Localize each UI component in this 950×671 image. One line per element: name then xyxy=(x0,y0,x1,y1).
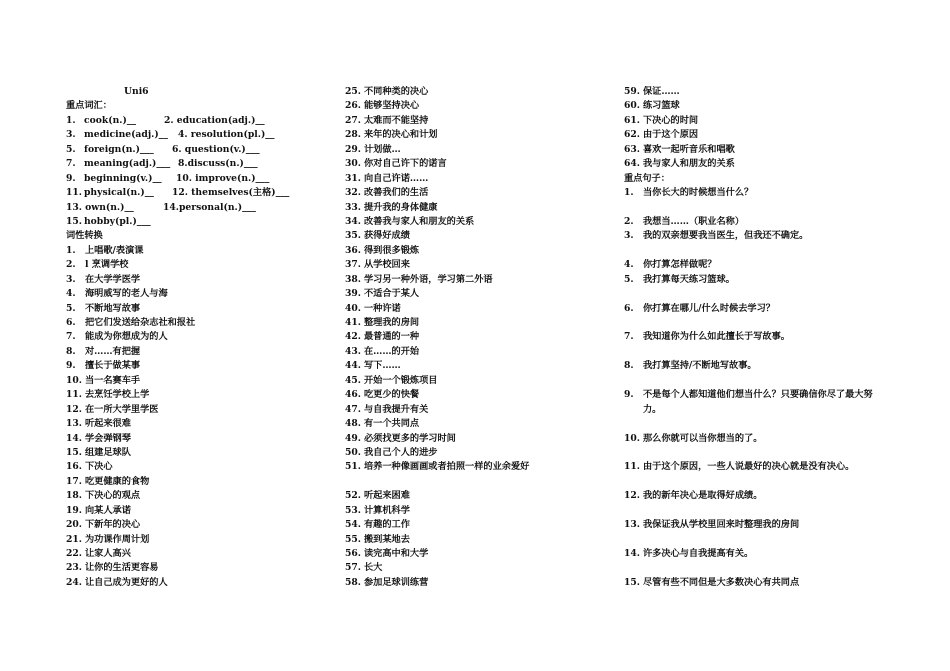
item-number: 55. xyxy=(345,533,361,545)
column-middle xyxy=(345,85,595,590)
item-number: 48. xyxy=(345,418,361,430)
phrase-item xyxy=(66,475,316,489)
sentence-item xyxy=(624,432,894,446)
phrase-item xyxy=(66,547,316,561)
item-number: 24. xyxy=(66,576,82,588)
item-text: 写下…… xyxy=(364,360,401,372)
phrase-item xyxy=(345,229,595,243)
item-text: 让家人高兴 xyxy=(85,548,131,559)
sentences-heading-text: 重点句子： xyxy=(624,172,670,184)
phrase-item xyxy=(345,302,595,316)
phrase-item xyxy=(624,143,894,157)
phrase-item xyxy=(345,143,595,157)
phrase-item xyxy=(66,359,316,373)
phrase-item xyxy=(345,316,595,330)
item-text: 我想当……（职业名称） xyxy=(643,215,745,227)
item-text: 得到很多锻炼 xyxy=(364,244,420,256)
vocab-word-b: 8.discuss(n.)___ xyxy=(178,158,258,170)
phrase-item xyxy=(66,518,316,532)
item-text: 读完高中和大学 xyxy=(364,548,429,559)
phrase-item xyxy=(66,403,316,417)
vocab-row xyxy=(66,215,316,229)
item-number: 3. xyxy=(66,273,76,285)
phrase-item xyxy=(345,157,595,171)
phrase-item xyxy=(345,533,595,547)
item-number: 49. xyxy=(345,432,361,444)
phrase-item xyxy=(345,287,595,301)
phrase-item xyxy=(624,157,894,171)
blank-line xyxy=(624,244,894,258)
item-text: 让自己成为更好的人 xyxy=(85,576,168,588)
item-text: 整理我的房间 xyxy=(364,317,420,328)
item-text: 组建足球队 xyxy=(85,446,131,458)
blank-line xyxy=(624,287,894,301)
item-number: 7. xyxy=(66,331,76,343)
item-number: 43. xyxy=(345,345,361,357)
sentence-item xyxy=(624,359,894,373)
item-number: 9. xyxy=(66,360,76,372)
item-text: 向某人承诺 xyxy=(85,504,131,516)
sentence-item xyxy=(624,215,894,229)
phrase-item xyxy=(624,128,894,142)
item-text: 下决心的观点 xyxy=(85,490,141,502)
conversion-heading xyxy=(66,229,316,243)
item-number: 61. xyxy=(624,114,640,126)
item-number: 39. xyxy=(345,288,361,300)
item-text: 长大 xyxy=(364,562,383,574)
phrase-item xyxy=(345,330,595,344)
item-number: 15. xyxy=(624,576,640,588)
item-number: 27. xyxy=(345,114,361,126)
phrase-item xyxy=(345,547,595,561)
item-text: 我打算每天练习篮球。 xyxy=(643,273,735,285)
phrase-item xyxy=(345,244,595,258)
phrase-item xyxy=(345,403,595,417)
item-text: 必须找更多的学习时间 xyxy=(364,432,456,444)
item-text: 一种许诺 xyxy=(364,302,401,314)
item-text: 练习篮球 xyxy=(643,100,680,112)
item-text: 不断地写故事 xyxy=(85,302,141,314)
item-number: 57. xyxy=(345,562,361,574)
item-text: 最普通的一种 xyxy=(364,331,420,343)
item-number: 34. xyxy=(345,215,361,227)
item-text: 在……的开始 xyxy=(364,345,420,357)
vocab-word-a: 13. own(n.)__ xyxy=(66,201,134,213)
item-text: 去烹饪学校上学 xyxy=(85,389,150,401)
item-text: 我的新年决心是取得好成绩。 xyxy=(643,490,763,502)
item-text: 当你长大的时候想当什么？ xyxy=(643,187,754,199)
vocab-number: 9. xyxy=(66,172,76,184)
item-number: 63. xyxy=(624,143,640,155)
sentence-item xyxy=(624,388,894,417)
phrase-item xyxy=(624,99,894,113)
item-number: 60. xyxy=(624,100,640,112)
item-text: 把它们发送给杂志社和报社 xyxy=(85,317,196,328)
blank-line xyxy=(624,316,894,330)
item-number: 29. xyxy=(345,143,361,155)
sentences-heading xyxy=(624,172,894,186)
item-text: 许多决心与自我提高有关。 xyxy=(643,548,754,560)
item-text: 参加足球训练营 xyxy=(364,576,429,588)
item-text: 吃更少的快餐 xyxy=(364,389,420,401)
vocab-heading-text: 重点词汇： xyxy=(66,100,112,112)
item-number: 25. xyxy=(345,86,361,97)
phrase-item xyxy=(66,330,316,344)
phrase-item xyxy=(345,374,595,388)
item-number: 1. xyxy=(66,244,76,256)
phrase-item xyxy=(66,302,316,316)
phrase-item xyxy=(624,114,894,128)
phrase-item xyxy=(66,316,316,330)
item-number: 41. xyxy=(345,317,361,328)
item-number: 20. xyxy=(66,519,82,531)
item-number: 10. xyxy=(624,432,640,444)
blank-line xyxy=(624,374,894,388)
item-text: 听起来困难 xyxy=(364,490,410,502)
vocab-word-b: 2. education(adj.)__ xyxy=(164,114,265,126)
item-number: 31. xyxy=(345,172,361,184)
item-text: 我知道你为什么如此擅长于写故事。 xyxy=(643,331,790,343)
item-number: 15. xyxy=(66,446,82,458)
item-number: 8. xyxy=(624,360,634,372)
vocab-word-b: 10. improve(n.)___ xyxy=(176,172,270,184)
item-text: 对……有把握 xyxy=(85,345,141,357)
vocab-word-a: physical(n.)__ xyxy=(84,187,154,199)
item-text: 让你的生活更容易 xyxy=(85,562,159,574)
blank-line xyxy=(624,533,894,547)
phrase-item xyxy=(66,561,316,575)
phrase-item xyxy=(345,186,595,200)
phrase-item xyxy=(66,345,316,359)
item-number: 13. xyxy=(624,519,640,531)
item-number: 21. xyxy=(66,533,82,545)
item-number: 12. xyxy=(66,403,82,415)
item-number: 28. xyxy=(345,129,361,141)
item-number: 54. xyxy=(345,519,361,531)
vocab-row xyxy=(66,143,316,157)
item-text: 提升我的身体健康 xyxy=(364,201,438,213)
sentence-item xyxy=(624,330,894,344)
phrase-item xyxy=(345,561,595,575)
item-text: 下新年的决心 xyxy=(85,519,141,531)
item-text: 我保证我从学校里回来时整理我的房间 xyxy=(643,519,800,531)
item-text: l 烹调学校 xyxy=(85,259,129,271)
sentence-item xyxy=(624,258,894,272)
phrase-item xyxy=(345,576,595,590)
item-text: 由于这个原因 xyxy=(643,129,699,141)
item-number: 40. xyxy=(345,302,361,314)
phrase-item xyxy=(66,273,316,287)
phrase-item xyxy=(345,201,595,215)
item-text: 你打算怎样做呢？ xyxy=(643,259,717,271)
item-text: 从学校回来 xyxy=(364,259,410,271)
item-text: 上唱歌/表演课 xyxy=(85,244,144,256)
phrase-item xyxy=(66,446,316,460)
item-text: 我与家人和朋友的关系 xyxy=(643,158,735,170)
blank-line xyxy=(345,475,595,489)
item-number: 13. xyxy=(66,418,82,430)
phrase-item xyxy=(345,114,595,128)
item-text: 搬到某地去 xyxy=(364,533,410,545)
item-text: 保证…… xyxy=(643,86,680,97)
item-number: 51. xyxy=(345,461,361,473)
phrase-item xyxy=(66,533,316,547)
item-number: 9. xyxy=(624,389,634,401)
item-number: 22. xyxy=(66,548,82,559)
item-text: 培养一种像画画或者拍照一样的业余爱好 xyxy=(364,461,530,473)
column-left xyxy=(66,85,316,590)
blank-line xyxy=(624,446,894,460)
vocab-word-a: medicine(adj.)__ xyxy=(84,129,168,141)
phrase-item xyxy=(345,258,595,272)
vocab-word-a: beginning(v.)__ xyxy=(84,172,162,184)
item-number: 11. xyxy=(624,461,640,473)
phrase-item xyxy=(345,417,595,431)
item-text: 有趣的工作 xyxy=(364,519,410,531)
item-text: 你对自己许下的诺言 xyxy=(364,158,447,170)
vocab-word-b: 14.personal(n.)___ xyxy=(163,201,256,213)
item-text: 不同种类的决心 xyxy=(364,86,429,97)
item-number: 37. xyxy=(345,259,361,271)
sentence-item xyxy=(624,547,894,561)
item-text: 在一所大学里学医 xyxy=(85,403,159,415)
phrase-item xyxy=(345,215,595,229)
item-number: 18. xyxy=(66,490,82,502)
conversion-heading-text: 词性转换 xyxy=(66,230,103,242)
vocab-row xyxy=(66,186,316,200)
item-number: 59. xyxy=(624,86,640,97)
phrase-item xyxy=(66,388,316,402)
item-number: 58. xyxy=(345,576,361,588)
phrase-item xyxy=(345,99,595,113)
item-number: 36. xyxy=(345,244,361,256)
phrase-item xyxy=(624,85,894,99)
item-number: 46. xyxy=(345,389,361,401)
phrase-item xyxy=(66,504,316,518)
item-text: 计算机科学 xyxy=(364,504,410,516)
item-text: 太难而不能坚持 xyxy=(364,114,429,126)
item-number: 38. xyxy=(345,273,361,285)
item-number: 53. xyxy=(345,504,361,516)
item-text: 那么你就可以当你想当的了。 xyxy=(643,432,763,444)
item-text: 学习另一种外语，学习第二外语 xyxy=(364,273,493,285)
sentence-item xyxy=(624,186,894,200)
item-number: 35. xyxy=(345,230,361,242)
phrase-item xyxy=(345,489,595,503)
vocab-number: 11. xyxy=(66,187,82,199)
phrase-item xyxy=(345,388,595,402)
blank-line xyxy=(624,345,894,359)
vocab-number: 15. xyxy=(66,215,82,227)
sentence-item xyxy=(624,273,894,287)
vocab-word-b: 6. question(v.)___ xyxy=(172,143,260,155)
sentence-item xyxy=(624,518,894,532)
phrase-item xyxy=(345,460,595,474)
phrase-item xyxy=(345,446,595,460)
sentence-item xyxy=(624,460,894,474)
item-text: 下决心 xyxy=(85,461,113,473)
item-number: 6. xyxy=(624,302,634,314)
item-number: 30. xyxy=(345,158,361,170)
item-number: 14. xyxy=(66,432,82,444)
phrase-item xyxy=(345,359,595,373)
vocab-number: 7. xyxy=(66,158,76,170)
phrase-item xyxy=(66,287,316,301)
item-text: 由于这个原因，一些人说最好的决心就是没有决心。 xyxy=(643,461,855,473)
item-number: 32. xyxy=(345,187,361,199)
phrase-item xyxy=(345,172,595,186)
blank-line xyxy=(624,504,894,518)
item-text: 下决心的时间 xyxy=(643,114,699,126)
vocab-row xyxy=(66,172,316,186)
item-text: 来年的决心和计划 xyxy=(364,129,438,141)
item-text: 能够坚持决心 xyxy=(364,100,420,112)
item-text: 听起来很难 xyxy=(85,418,131,430)
item-text: 向自己许诺…… xyxy=(364,172,429,184)
phrase-item xyxy=(345,432,595,446)
vocab-word-a: hobby(pl.)___ xyxy=(84,215,151,227)
item-text: 吃更健康的食物 xyxy=(85,475,150,487)
sentence-item xyxy=(624,489,894,503)
item-number: 50. xyxy=(345,446,361,458)
phrase-item xyxy=(66,244,316,258)
phrase-item xyxy=(345,345,595,359)
sentence-item xyxy=(624,302,894,316)
blank-line xyxy=(624,201,894,215)
blank-line xyxy=(624,417,894,431)
item-text: 能成为你想成为的人 xyxy=(85,331,168,343)
item-number: 4. xyxy=(624,259,634,271)
vocab-row xyxy=(66,128,316,142)
column-right xyxy=(624,85,894,590)
blank-line xyxy=(624,475,894,489)
item-text: 开始一个锻炼项目 xyxy=(364,374,438,386)
vocab-word-b: 12. themselves(主格)___ xyxy=(172,187,290,199)
item-number: 23. xyxy=(66,562,82,574)
vocab-word-a: foreign(n.)___ xyxy=(84,143,154,155)
phrase-item xyxy=(66,258,316,272)
item-number: 3. xyxy=(624,230,634,242)
vocab-number: 5. xyxy=(66,143,76,155)
vocab-row xyxy=(66,114,316,128)
item-text: 不是每个人都知道他们想当什么？只要确信你尽了最大努力。 xyxy=(643,389,873,415)
phrase-item xyxy=(66,417,316,431)
item-number: 14. xyxy=(624,548,640,560)
item-number: 44. xyxy=(345,360,361,372)
item-text: 获得好成绩 xyxy=(364,230,410,242)
item-text: 不适合于某人 xyxy=(364,288,420,300)
item-text: 改善我们的生活 xyxy=(364,187,429,199)
item-number: 45. xyxy=(345,374,361,386)
sentence-item xyxy=(624,576,894,590)
item-number: 10. xyxy=(66,374,82,386)
item-number: 62. xyxy=(624,129,640,141)
item-number: 2. xyxy=(66,259,76,271)
phrase-item xyxy=(345,504,595,518)
item-text: 计划做… xyxy=(364,143,401,155)
phrase-item xyxy=(66,432,316,446)
phrase-item xyxy=(345,273,595,287)
vocab-row xyxy=(66,157,316,171)
phrase-item xyxy=(345,128,595,142)
page-title-text: Uni6 xyxy=(124,86,149,97)
item-number: 5. xyxy=(66,302,76,314)
vocab-number: 1. xyxy=(66,114,76,126)
phrase-item xyxy=(345,85,595,99)
item-text: 擅长于做某事 xyxy=(85,360,141,372)
item-number: 2. xyxy=(624,215,634,227)
item-text: 我打算坚持/不断地写故事。 xyxy=(643,360,757,372)
item-number: 6. xyxy=(66,317,76,328)
item-text: 为功课作周计划 xyxy=(85,533,150,545)
item-text: 在大学学医学 xyxy=(85,273,141,285)
item-number: 7. xyxy=(624,331,634,343)
sentence-item xyxy=(624,229,894,243)
item-text: 与自我提升有关 xyxy=(364,403,429,415)
phrase-item xyxy=(66,374,316,388)
item-number: 12. xyxy=(624,490,640,502)
item-text: 海明威写的老人与海 xyxy=(85,288,168,300)
item-number: 4. xyxy=(66,288,76,300)
vocab-word-a: cook(n.)__ xyxy=(84,114,136,126)
item-text: 改善我与家人和朋友的关系 xyxy=(364,215,475,227)
vocab-number: 3. xyxy=(66,129,76,141)
item-number: 52. xyxy=(345,490,361,502)
vocab-word-b: 4. resolution(pl.)__ xyxy=(178,129,275,141)
vocab-row xyxy=(66,201,316,215)
item-number: 5. xyxy=(624,273,634,285)
item-number: 47. xyxy=(345,403,361,415)
blank-line xyxy=(624,561,894,575)
item-number: 33. xyxy=(345,201,361,213)
item-text: 我的双亲想要我当医生，但我还不确定。 xyxy=(643,230,809,242)
phrase-item xyxy=(66,576,316,590)
vocab-heading xyxy=(66,99,316,113)
page-title xyxy=(66,85,316,99)
phrase-item xyxy=(345,518,595,532)
item-number: 64. xyxy=(624,158,640,170)
item-number: 26. xyxy=(345,100,361,112)
item-text: 当一名赛车手 xyxy=(85,374,141,386)
item-text: 你打算在哪儿/什么时候去学习？ xyxy=(643,302,775,314)
item-text: 学会弹钢琴 xyxy=(85,432,131,444)
item-number: 16. xyxy=(66,461,82,473)
phrase-item xyxy=(66,460,316,474)
item-text: 有一个共同点 xyxy=(364,418,420,430)
item-number: 56. xyxy=(345,548,361,559)
item-text: 尽管有些不同但是大多数决心有共同点 xyxy=(643,576,800,588)
phrase-item xyxy=(66,489,316,503)
item-text: 喜欢一起听音乐和唱歌 xyxy=(643,143,735,155)
vocab-word-a: meaning(adj.)___ xyxy=(84,158,171,170)
item-number: 42. xyxy=(345,331,361,343)
item-number: 1. xyxy=(624,187,634,199)
item-number: 8. xyxy=(66,345,76,357)
item-number: 19. xyxy=(66,504,82,516)
item-number: 11. xyxy=(66,389,82,401)
item-number: 17. xyxy=(66,475,82,487)
item-text: 我自己个人的进步 xyxy=(364,446,438,458)
